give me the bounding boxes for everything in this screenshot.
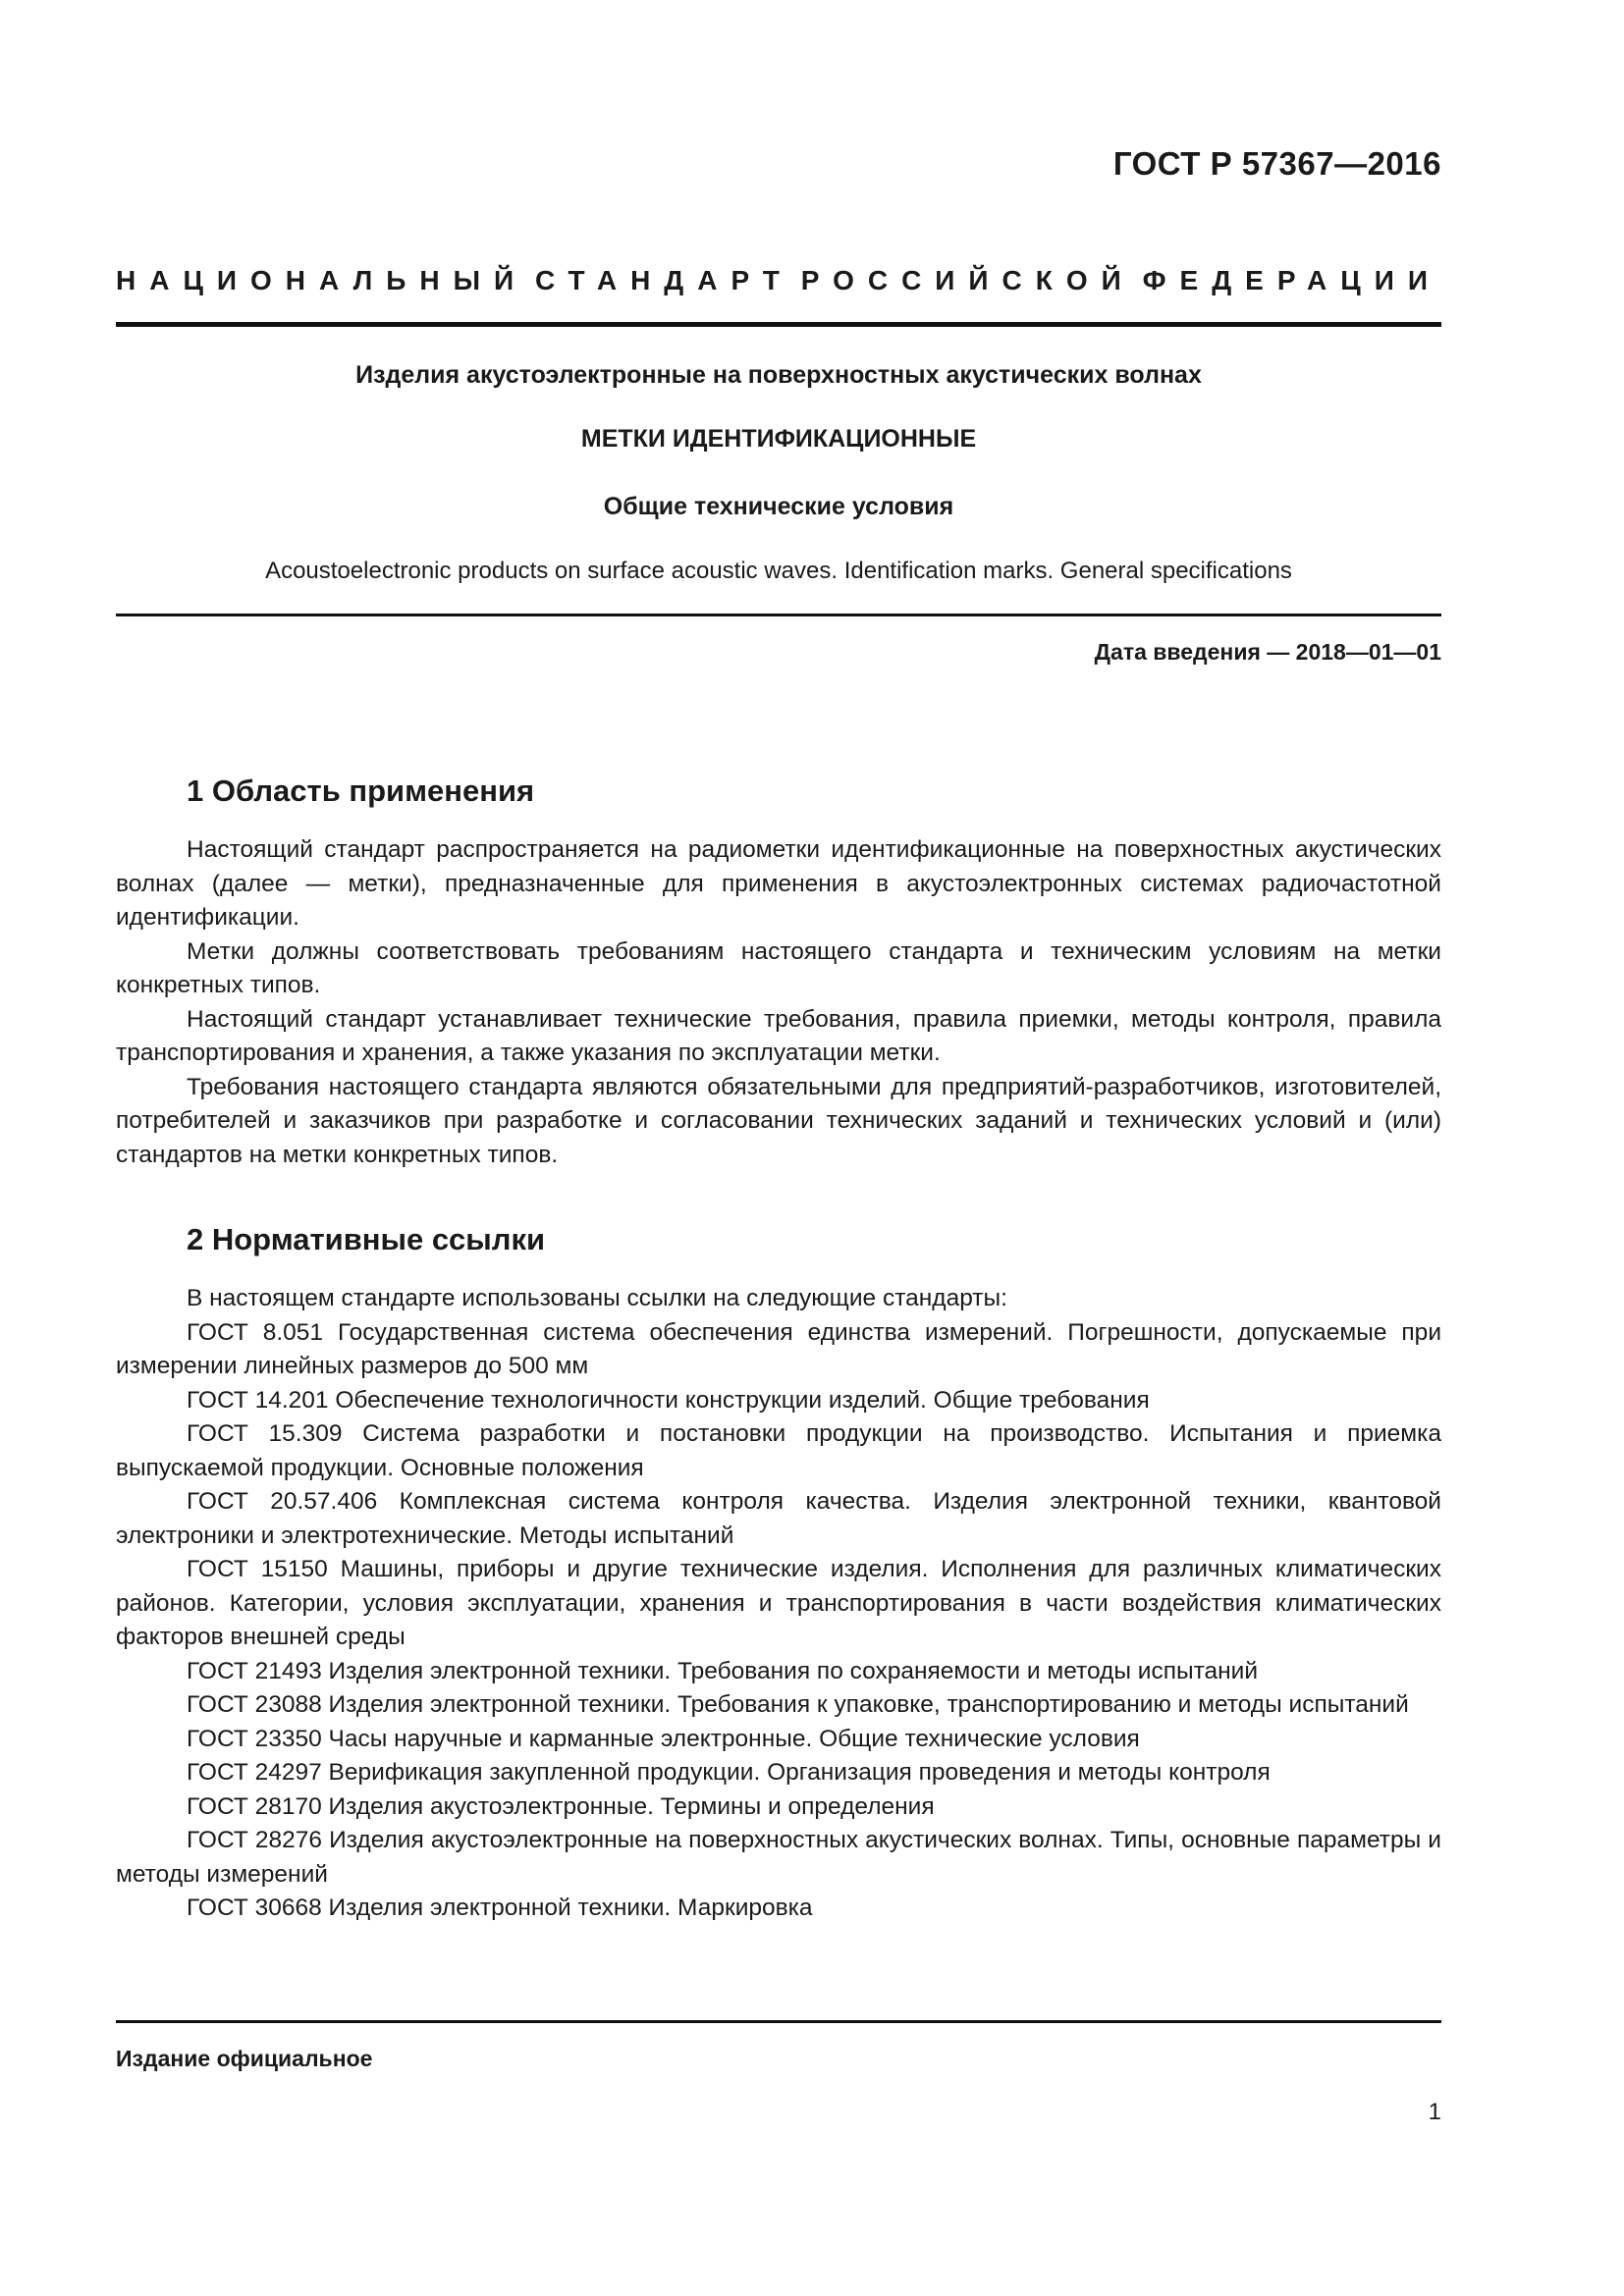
section-2-body [116,1282,1441,1926]
paragraph: Требования настоящего стандарта являются обязательными для предприятий-разработчиков, изготовителей, потребителей и заказчиков при разработке и согласовании технических заданий и технических условий и (или) стандартов на метки конкретных типов. [116,1073,1441,1168]
section-1-body [116,833,1441,1172]
footer-divider [116,2020,1441,2023]
reference-item: ГОСТ 15150 Машины, приборы и другие технические изделия. Исполнения для различных климатических районов. Категории, условия эксплуатации, хранения и транспортирования в части воздействия климатических факторов внешней среды [116,1556,1441,1650]
reference-item: ГОСТ 28276 Изделия акустоэлектронные на поверхностных акустических волнах. Типы, основные параметры и методы измерений [116,1827,1441,1888]
banner-word-3: РОССИЙСКОЙ [800,265,1135,295]
introduction-date: Дата введения — 2018—01—01 [1094,639,1441,665]
title-line-1: Изделия акустоэлектронные на поверхностных акустических волнах [355,361,1202,389]
paragraph: В настоящем стандарте использованы ссылки на следующие стандарты: [187,1285,1007,1311]
reference-item: ГОСТ 23088 Изделия электронной техники. Требования к упаковке, транспортированию и методы испытаний [187,1691,1409,1718]
paragraph: Настоящий стандарт устанавливает технические требования, правила приемки, методы контроля, правила транспортирования и хранения, а также указания по эксплуатации метки. [116,1005,1441,1066]
reference-item: ГОСТ 24297 Верификация закупленной продукции. Организация проведения и методы контроля [187,1759,1271,1786]
title-line-3: Общие технические условия [603,493,954,520]
title-english: Acoustoelectronic products on surface acoustic waves. Identification marks. General specifications [265,558,1292,584]
document-page [116,0,1441,2296]
banner-word-4: ФЕДЕРАЦИИ [1142,265,1441,295]
reference-item: ГОСТ 15.309 Система разработки и постановки продукции на производство. Испытания и приемка выпускаемой продукции. Основные положения [116,1420,1441,1481]
reference-item: ГОСТ 14.201 Обеспечение технологичности конструкции изделий. Общие требования [187,1386,1150,1414]
national-standard-banner [116,265,1441,296]
banner-word-1: НАЦИОНАЛЬНЫЙ [116,265,528,295]
reference-item: ГОСТ 28170 Изделия акустоэлектронные. Термины и определения [187,1792,935,1820]
section-1-heading: 1 Область применения [187,774,535,808]
title-divider [116,614,1441,616]
banner-word-2: СТАНДАРТ [535,265,793,295]
paragraph: Метки должны соответствовать требованиям настоящего стандарта и техническим условиям на метки конкретных типов. [116,937,1441,998]
official-edition-label: Издание официальное [116,2046,373,2071]
section-2-heading: 2 Нормативные ссылки [187,1222,546,1256]
title-line-2: МЕТКИ ИДЕНТИФИКАЦИОННЫЕ [580,425,977,453]
gost-code: ГОСТ Р 57367—2016 [1112,145,1441,182]
page-number: 1 [1428,2099,1441,2125]
reference-item: ГОСТ 23350 Часы наручные и карманные электронные. Общие технические условия [187,1725,1140,1752]
header-divider [116,322,1441,327]
reference-item: ГОСТ 21493 Изделия электронной техники. Требования по сохраняемости и методы испытаний [187,1657,1259,1684]
reference-item: ГОСТ 8.051 Государственная система обеспечения единства измерений. Погрешности, допускаемые при измерении линейных размеров до 500 мм [116,1318,1441,1379]
paragraph: Настоящий стандарт распространяется на радиометки идентификационные на поверхностных акустических волнах (далее — метки), предназначенные для применения в акустоэлектронных системах радиочастотной идентификации. [116,836,1441,931]
reference-item: ГОСТ 30668 Изделия электронной техники. Маркировка [187,1895,813,1921]
reference-item: ГОСТ 20.57.406 Комплексная система контроля качества. Изделия электронной техники, квантовой электроники и электротехнические. Методы испытаний [116,1488,1441,1549]
